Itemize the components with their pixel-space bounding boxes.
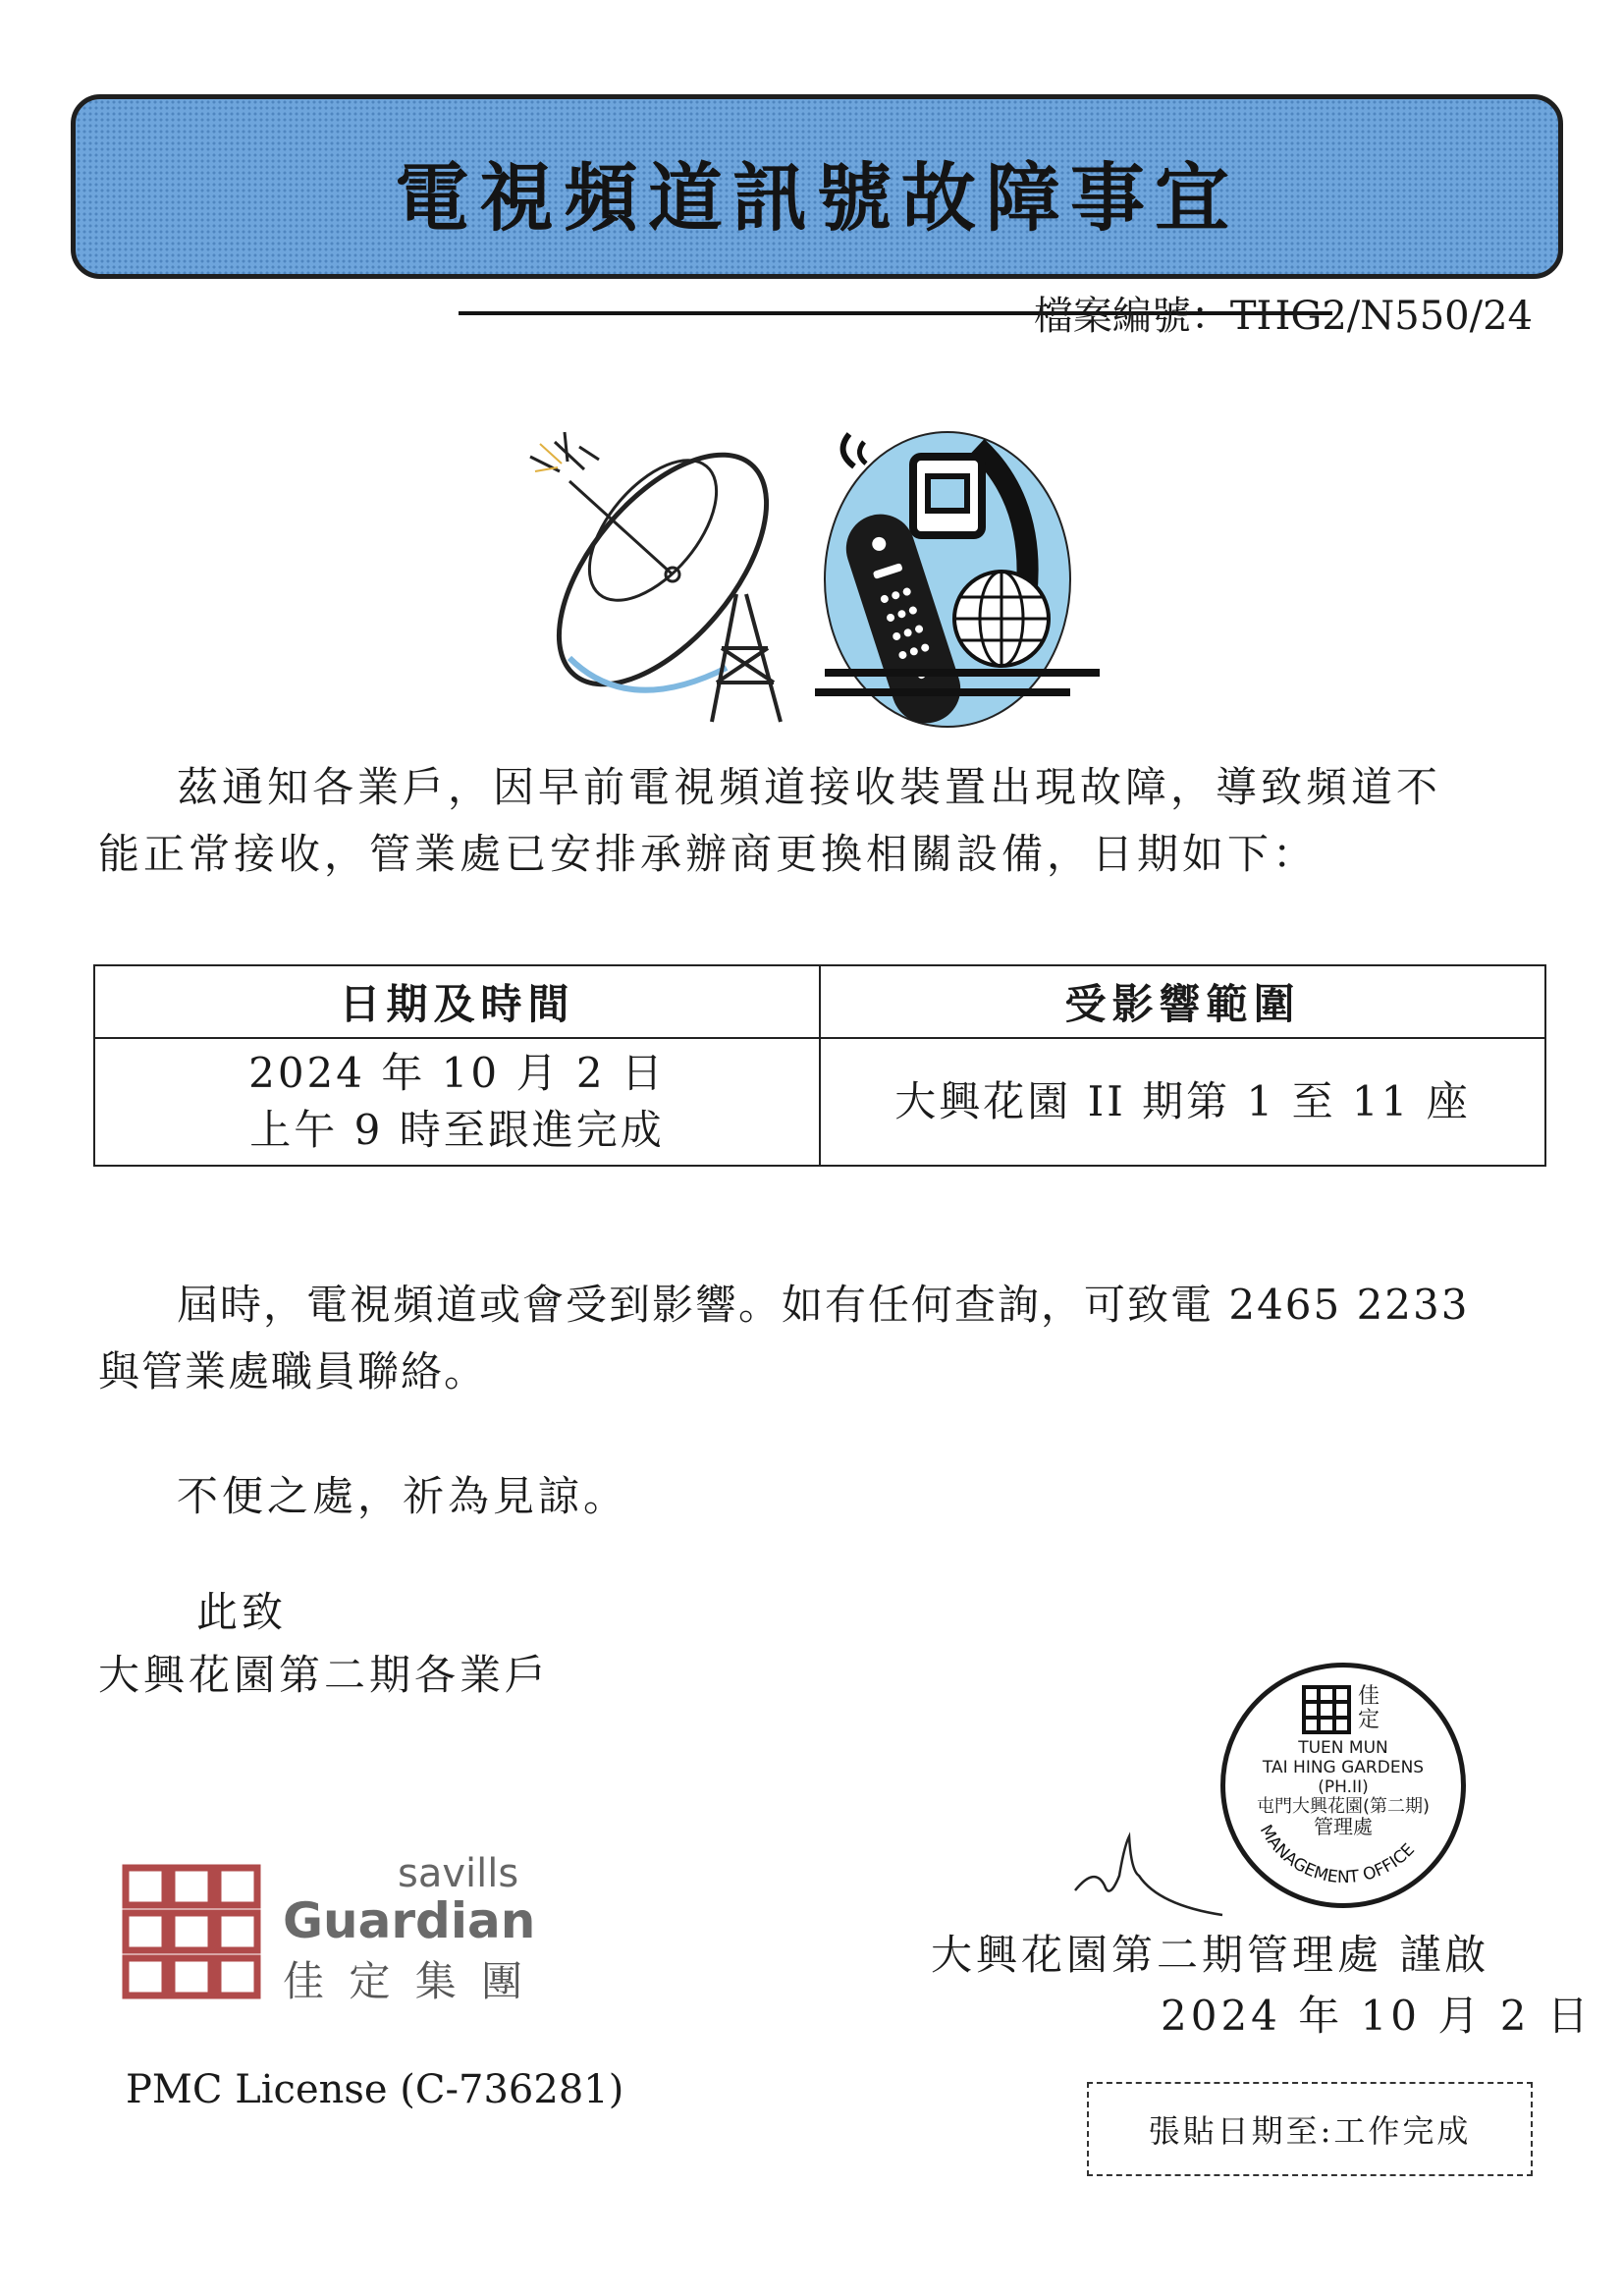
salutation: 此致 [196, 1588, 288, 1636]
handwritten-signature [1070, 1817, 1227, 1925]
posting-period-box [1087, 2082, 1533, 2176]
stamp-line-2: TAI HING GARDENS [1262, 1758, 1425, 1777]
management-office-stamp [1220, 1663, 1466, 1908]
column-header-datetime: 日期及時間 [94, 965, 820, 1038]
time-text: 上午 9 時至跟進完成 [249, 1106, 665, 1154]
svg-text:MANAGEMENT OFFICE: MANAGEMENT OFFICE [1255, 1822, 1419, 1888]
stamp-line-1: TUEN MUN [1298, 1738, 1388, 1758]
table-header-row [94, 965, 1545, 1038]
stamp-top-chinese: 佳定 [1358, 1684, 1380, 1732]
date-text: 2024 年 10 月 2 日 [248, 1049, 666, 1097]
title-banner [71, 94, 1563, 279]
schedule-table [93, 964, 1546, 1167]
logo-brand-large: Guardian [283, 1892, 536, 1949]
notice-line-2: 能正常接收，管業處已安排承辦商更換相關設備，日期如下： [98, 830, 1319, 878]
logo-brand-chinese: 佳 定 集 團 [283, 1957, 529, 2005]
logo-brand-small: savills [398, 1851, 519, 1896]
pmc-license: PMC License (C-736281) [126, 2067, 624, 2112]
satellite-tv-illustration [511, 422, 1100, 737]
stamp-line-4: 屯門大興花園(第二期) [1256, 1796, 1431, 1817]
enquiry-line-1: 屆時，電視頻道或會受到影響。如有任何查詢，可致電 2465 2233 [177, 1281, 1470, 1329]
page-title: 電視頻道訊號故障事宜 [395, 154, 1239, 242]
recipient: 大興花園第二期各業戶 [98, 1651, 551, 1699]
stamp-line-5: 管理處 [1314, 1815, 1373, 1838]
remote-control-icon [815, 432, 1100, 732]
table-row [94, 1038, 1545, 1166]
datetime-cell [94, 1038, 820, 1166]
posting-period-text: 張貼日期至:工作完成 [1148, 2112, 1472, 2150]
stamp-line-3: (PH.II) [1318, 1777, 1369, 1797]
apology-text: 不便之處，祈為見諒。 [177, 1472, 629, 1520]
satellite-dish-icon [520, 422, 805, 722]
enquiry-paragraph [98, 1272, 1542, 1405]
signature-date: 2024 年 10 月 2 日 [1161, 1992, 1593, 2040]
notice-paragraph [98, 754, 1532, 888]
stamp-arc-text [1225, 1667, 1461, 1903]
enquiry-line-2: 與管業處職員聯絡。 [98, 1347, 488, 1395]
signature-office: 大興花園第二期管理處 謹啟 [931, 1931, 1490, 1979]
column-header-area: 受影響範圍 [820, 965, 1545, 1038]
savills-guardian-logo-icon [122, 1864, 261, 1999]
notice-line-1: 茲通知各業戶，因早前電視頻道接收裝置出現故障，導致頻道不 [177, 763, 1442, 811]
file-number: 檔案編號：THG2/N550/24 [1033, 294, 1533, 339]
area-cell: 大興花園 II 期第 1 至 11 座 [820, 1038, 1545, 1166]
